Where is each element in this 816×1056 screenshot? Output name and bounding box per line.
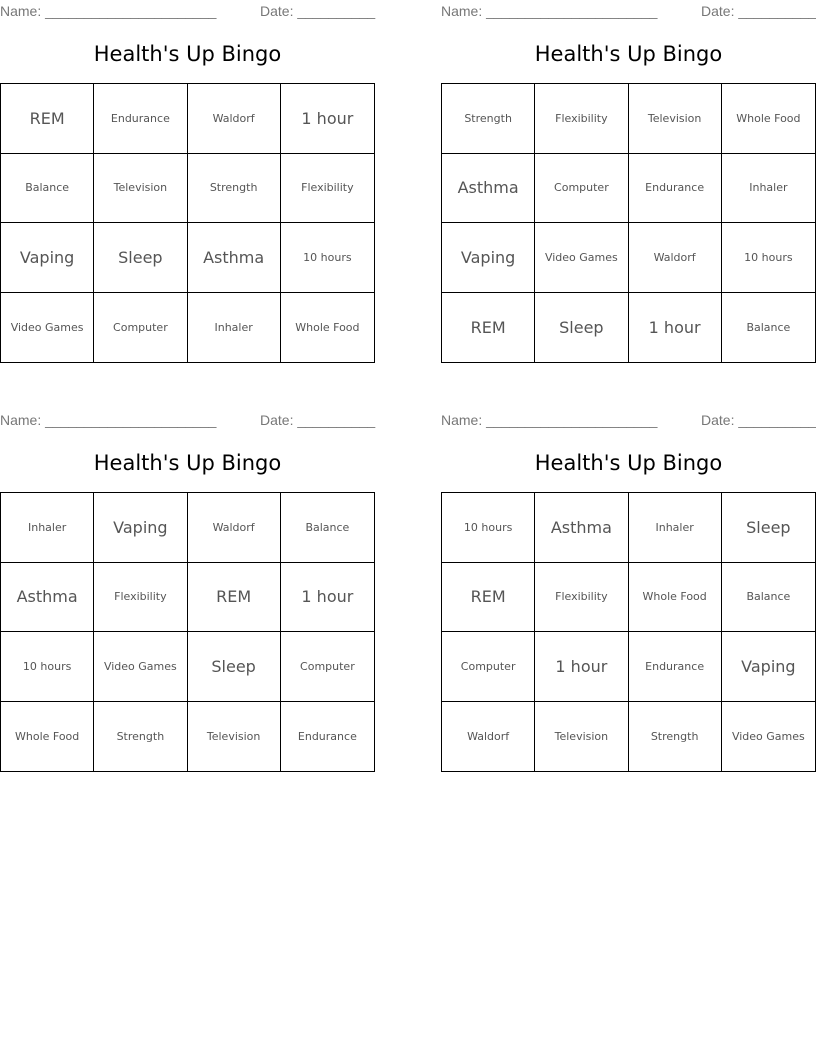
bingo-cell: Waldorf — [442, 702, 535, 772]
bingo-cell: Balance — [281, 493, 374, 563]
bingo-grid — [441, 492, 816, 772]
bingo-cell: Inhaler — [188, 293, 281, 363]
bingo-cell: Waldorf — [629, 223, 722, 293]
date-field-label: Date: __________ — [701, 412, 816, 428]
bingo-cell: REM — [188, 563, 281, 633]
bingo-cell: Flexibility — [281, 154, 374, 224]
bingo-cell: Sleep — [94, 223, 187, 293]
bingo-cell: 10 hours — [722, 223, 815, 293]
bingo-cell: Flexibility — [94, 563, 187, 633]
bingo-cell: Computer — [281, 632, 374, 702]
bingo-cell: Vaping — [94, 493, 187, 563]
bingo-cell: Sleep — [188, 632, 281, 702]
card-header — [441, 412, 816, 430]
bingo-cell: Inhaler — [1, 493, 94, 563]
name-field-label: Name: ______________________ — [441, 3, 658, 19]
bingo-cell: Computer — [442, 632, 535, 702]
bingo-cell: REM — [442, 563, 535, 633]
name-field-label: Name: ______________________ — [0, 3, 217, 19]
card-title: Health's Up Bingo — [534, 42, 723, 66]
bingo-cell: Video Games — [1, 293, 94, 363]
bingo-cell: Asthma — [535, 493, 628, 563]
bingo-cell: Sleep — [535, 293, 628, 363]
name-field-label: Name: ______________________ — [0, 412, 217, 428]
bingo-cell: Whole Food — [722, 84, 815, 154]
bingo-cell: Video Games — [94, 632, 187, 702]
bingo-cell: Sleep — [722, 493, 815, 563]
bingo-cell: Vaping — [442, 223, 535, 293]
bingo-cell: 1 hour — [629, 293, 722, 363]
bingo-cell: Video Games — [535, 223, 628, 293]
bingo-cell: Endurance — [297, 729, 357, 743]
bingo-cell: Television — [629, 84, 722, 154]
bingo-cell: Vaping — [722, 632, 815, 702]
bingo-cell: 10 hours — [442, 493, 535, 563]
bingo-cell: 10 hours — [281, 223, 374, 293]
bingo-cell: Vaping — [1, 223, 94, 293]
card-title: Health's Up Bingo — [93, 451, 282, 475]
date-field-label: Date: __________ — [260, 412, 376, 428]
bingo-cell: Computer — [535, 154, 628, 224]
bingo-cell: Strength — [188, 154, 281, 224]
bingo-cell: Balance — [1, 154, 94, 224]
bingo-cell: Strength — [94, 702, 187, 772]
bingo-grid — [441, 83, 816, 363]
date-field-label: Date: __________ — [701, 3, 816, 19]
bingo-cell: Endurance — [629, 632, 722, 702]
bingo-grid — [0, 83, 375, 363]
bingo-cell: Waldorf — [188, 84, 281, 154]
bingo-cell: Whole Food — [629, 563, 722, 633]
bingo-cell: Television — [94, 154, 187, 224]
card-title: Health's Up Bingo — [93, 42, 282, 66]
bingo-cell: Flexibility — [535, 563, 628, 633]
bingo-grid — [0, 492, 375, 772]
bingo-cell: 1 hour — [281, 563, 374, 633]
bingo-cell: Asthma — [1, 563, 94, 633]
bingo-cell: Balance — [722, 563, 815, 633]
bingo-cell: Television — [188, 702, 281, 772]
bingo-cell: 1 hour — [281, 84, 374, 154]
bingo-cell: Asthma — [188, 223, 281, 293]
bingo-cell: Computer — [94, 293, 187, 363]
bingo-cell: Flexibility — [535, 84, 628, 154]
bingo-cell: Strength — [629, 702, 722, 772]
bingo-cell: Asthma — [442, 154, 535, 224]
card-title: Health's Up Bingo — [534, 451, 723, 475]
bingo-cell: Balance — [746, 320, 791, 334]
bingo-cell: 10 hours — [1, 632, 94, 702]
bingo-cell: REM — [442, 293, 535, 363]
date-field-label: Date: __________ — [260, 3, 376, 19]
bingo-cell: Inhaler — [722, 154, 815, 224]
bingo-cell: Inhaler — [629, 493, 722, 563]
bingo-cell: Strength — [442, 84, 535, 154]
bingo-cell: Endurance — [629, 154, 722, 224]
bingo-cell: Television — [535, 702, 628, 772]
name-field-label: Name: ______________________ — [441, 412, 658, 428]
bingo-cell: 1 hour — [535, 632, 628, 702]
card-header — [441, 3, 816, 21]
bingo-cell: Video Games — [731, 729, 805, 743]
bingo-cell: Whole Food — [1, 702, 94, 772]
bingo-cell: Endurance — [94, 84, 187, 154]
card-header — [0, 3, 375, 21]
bingo-cell: REM — [1, 84, 94, 154]
card-header — [0, 412, 375, 430]
bingo-cell: Waldorf — [188, 493, 281, 563]
bingo-cell: Whole Food — [295, 320, 360, 334]
